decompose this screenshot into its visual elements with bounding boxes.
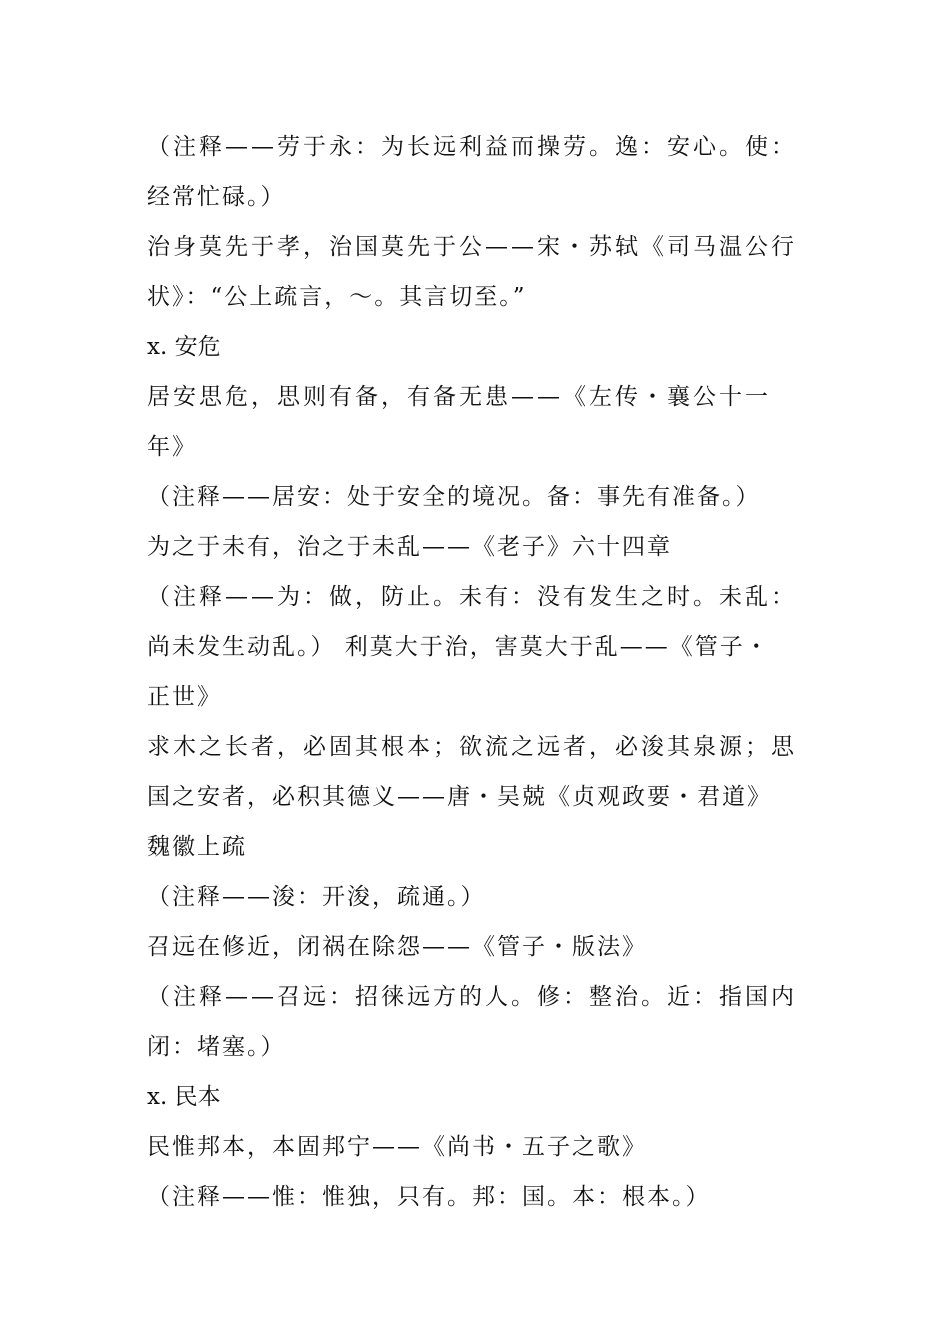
- text-line: （注释——浚：开浚，疏通。）: [147, 884, 486, 910]
- text-line: 求木之长者，必固其根本；欲流之远者，必浚其泉源；思: [147, 734, 797, 760]
- section-heading: x. 民本: [147, 1084, 221, 1110]
- text-line: （注释——居安：处于安全的境况。备：事先有准备。）: [147, 484, 761, 510]
- text-line: （注释——为：做，防止。未有：没有发生之时。未乱：: [147, 584, 797, 610]
- text-line: 居安思危，思则有备，有备无患——《左传・襄公十一: [147, 384, 771, 410]
- text-line: 召远在修近，闭祸在除怨——《管子・版法》: [147, 934, 647, 960]
- text-line: 国之安者，必积其德义——唐・吴兢《贞观政要・君道》: [147, 784, 772, 810]
- text-line: 民惟邦本，本固邦宁——《尚书・五子之歌》: [147, 1134, 647, 1160]
- section-heading: x. 安危: [147, 334, 221, 360]
- text-line: （注释——劳于永：为长远利益而操劳。逸：安心。使：: [147, 134, 797, 160]
- text-line: 魏徽上疏: [147, 834, 247, 860]
- text-line: 正世》: [147, 684, 222, 710]
- text-line: （注释——召远：招徕远方的人。修：整治。近：指国内: [147, 984, 797, 1010]
- text-line: 闭：堵塞。）: [147, 1034, 286, 1060]
- text-line: （注释——惟：惟独，只有。邦：国。本：根本。）: [147, 1184, 711, 1210]
- text-line: 为之于未有，治之于未乱——《老子》六十四章: [147, 534, 672, 560]
- text-line: 尚未发生动乱。） 利莫大于治，害莫大于乱——《管子・: [147, 634, 770, 660]
- text-line: 状》：“公上疏言，～。其言切至。”: [147, 284, 527, 310]
- document-body: [147, 122, 817, 1222]
- text-line: 年》: [147, 434, 197, 460]
- text-line: 治身莫先于孝，治国莫先于公——宋・苏轼《司马温公行: [147, 234, 797, 260]
- text-line: 经常忙碌。）: [147, 184, 286, 210]
